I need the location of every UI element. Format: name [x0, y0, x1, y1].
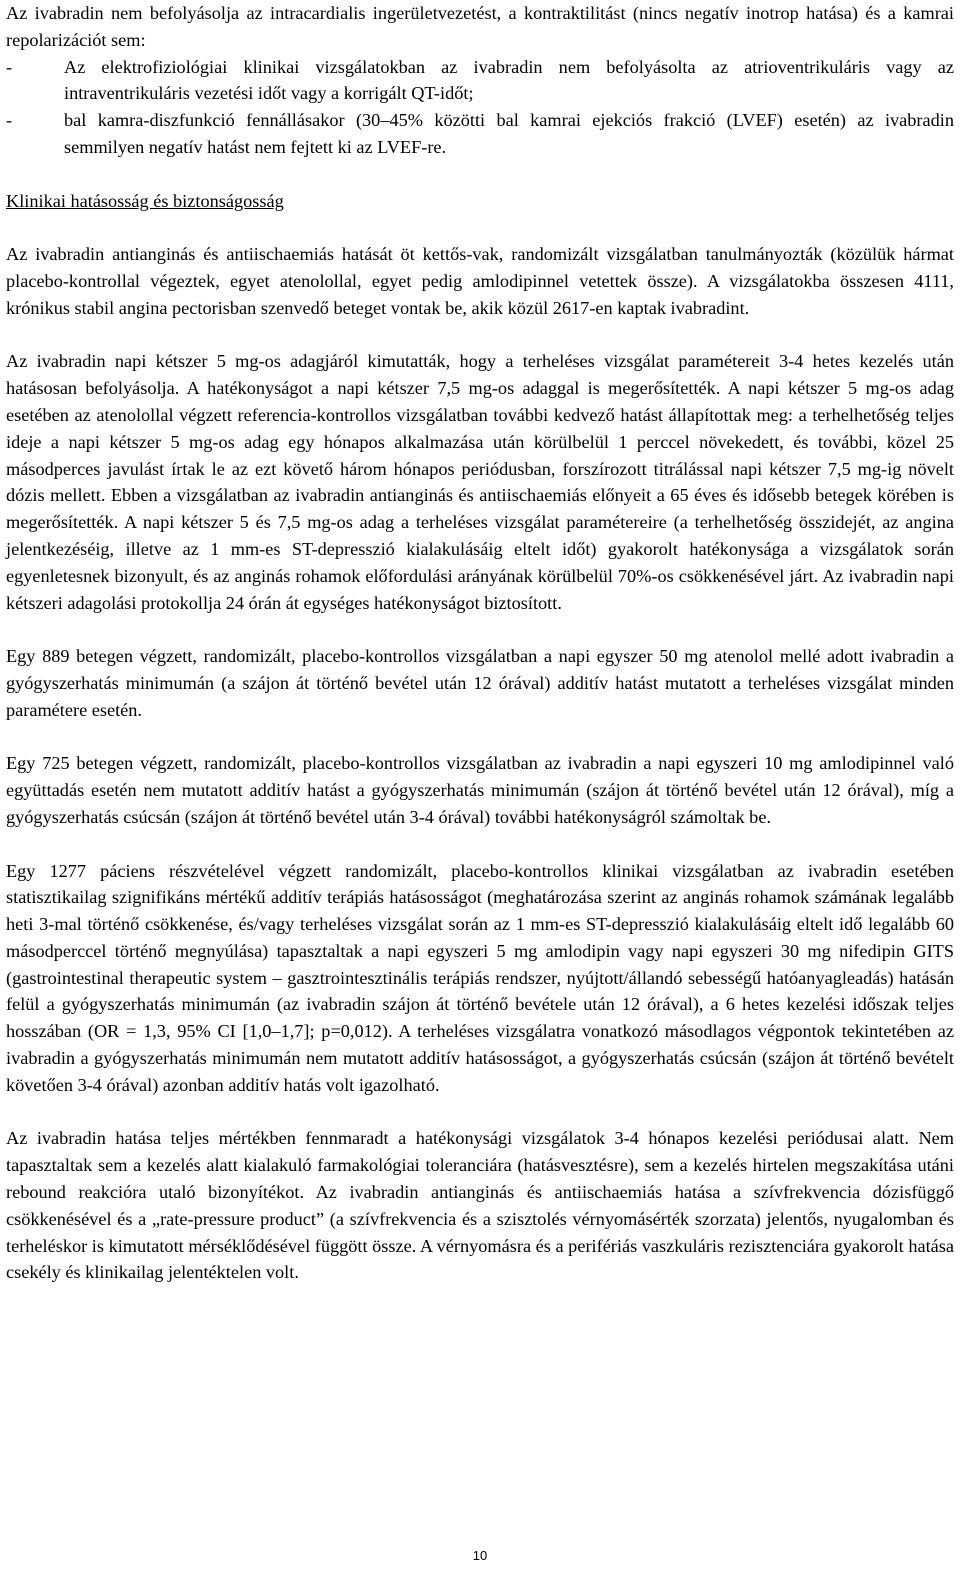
body-paragraph: Egy 1277 páciens részvételével végzett randomizált, placebo-kontrollos klinikai vizsgálatban az ivabradin esetében statisztikailag szignifikáns mértékű additív terápiás hatásosságot (meghatározása szerint az anginás rohamok számának legalább heti 3-mal történő csökkenése, és/vagy terheléses vizsgálat során az 1 mm-es ST-depresszió kialakulásáig eltelt idő legalább 60 másodperccel történő megnyúlása) tapasztaltak a napi egyszeri 5 mg amlodipin vagy napi egyszeri 30 mg nifedipin GITS (gastrointestinal therapeutic system – gasztrointesztinális terápiás rendszer, nyújtott/állandó sebességű hatóanyagleadás) hatásán felül a gyógyszerhatás minimumán (az ivabradin szájon át történő bevétele után 12 órával), a 6 hetes kezelési időszak teljes hosszában (OR = 1,3, 95% CI [1,0–1,7]; p=0,012). A terheléses vizsgálatra vonatkozó másodlagos végpontok tekintetében az ivabradin a gyógyszerhatás minimumán nem mutatott additív hatásosságot, a gyógyszerhatás csúcsán (szájon át történő bevételt követően 3-4 órával) azonban additív hatás volt igazolható.: [6, 860, 954, 1095]
body-paragraph: Az ivabradin antianginás és antiischaemiás hatását öt kettős-vak, randomizált vizsgálatban tanulmányozták (közülük hármat placebo-kontrollal végeztek, egyet atenolollal, egyet pedig amlodipinnel vetettek össze). A vizsgálatokba összesen 4111, krónikus stabil angina pectorisban szenvedő beteget vontak be, akik közül 2617-en kaptak ivabradint.: [6, 244, 954, 318]
document-page: [6, 0, 954, 1286]
body-paragraph: Az ivabradin napi kétszer 5 mg-os adagjáról kimutatták, hogy a terheléses vizsgálat paramétereit 3-4 hetes kezelés után hatásosan befolyásolja. A hatékonyságot a napi kétszer 7,5 mg-os adaggal is megerősítették. A napi kétszer 5 mg-os adag esetében az atenolollal végzett referencia-kontrollos vizsgálatban további kedvező hatást állapítottak meg: a terhelhetőség teljes ideje a napi kétszer 5 mg-os adag egy hónapos alkalmazása után körülbelül 1 perccel növekedett, és további, közel 25 másodperces javulást írtak le az ezt követő három hónapos periódusban, forszírozott titrálással napi kétszer 7,5 mg-ig növelt dózis mellett. Ebben a vizsgálatban az ivabradin antianginás és antiischaemiás előnyeit a 65 éves és idősebb betegek körében is megerősítették. A napi kétszer 5 és 7,5 mg-os adag a terheléses vizsgálat paramétereire (a terhelhetőség összidejét, az angina jelentkezéséig, illetve az 1 mm-es ST-depresszió kialakulásáig eltelt időt) gyakorolt hatékonysága a vizsgálatok során egyenletesnek bizonyult, és az anginás rohamok előfordulási arányának körülbelül 70%-os csökkenésével járt. Az ivabradin napi kétszeri adagolási protokollja 24 órán át egységes hatékonyságot biztosított.: [6, 351, 954, 613]
bullet-text: bal kamra-diszfunkció fennállásakor (30–45% közötti bal kamrai ejekciós frakció (LVEF) esetén) az ivabradin semmilyen negatív hatást nem fejtett ki az LVEF-re.: [64, 110, 954, 157]
bullet-item: [6, 107, 954, 161]
bullet-dash: -: [6, 110, 13, 131]
body-paragraph: Az ivabradin hatása teljes mértékben fennmaradt a hatékonysági vizsgálatok 3-4 hónapos kezelési periódusai alatt. Nem tapasztaltak sem a kezelés alatt kialakuló farmakológiai toleranciára (hatásvesztésre), sem a kezelés hirtelen megszakítása utáni rebound reakcióra utaló bizonyítékot. Az ivabradin antianginás és antiischaemiás hatása a szívfrekvencia dózisfüggő csökkenésével és a „rate-pressure product” (a szívfrekvencia és a szisztolés vérnyomásérték szorzata) jelentős, nyugalomban és terheléskor is kimutatott mérséklődésével függött össze. A vérnyomásra és a perifériás vaszkuláris rezisztenciára gyakorolt hatása csekély és klinikailag jelentéktelen volt.: [6, 1128, 954, 1283]
body-paragraph: Egy 889 betegen végzett, randomizált, placebo-kontrollos vizsgálatban a napi egyszer 50 mg atenolol mellé adott ivabradin a gyógyszerhatás minimumán (a szájon át történő bevétel után 12 órával) additív hatást mutatott a terheléses vizsgálat minden paramétere esetén.: [6, 646, 954, 720]
bullet-text: Az elektrofiziológiai klinikai vizsgálatokban az ivabradin nem befolyásolta az atrioventrikuláris vagy az intraventrikuláris vezetési időt vagy a korrigált QT-időt;: [64, 56, 954, 104]
section-heading: Klinikai hatásosság és biztonságosság: [6, 190, 284, 211]
page-number: 10: [472, 1548, 488, 1563]
bullet-dash: -: [6, 56, 13, 77]
body-paragraph: Egy 725 betegen végzett, randomizált, placebo-kontrollos vizsgálatban az ivabradin a napi egyszeri 10 mg amlodipinnel való együttadás esetén nem mutatott additív hatást a gyógyszerhatás minimumán (szájon át történő bevétel után 12 órával), míg a gyógyszerhatás csúcsán (szájon át történő bevétel után 3-4 órával) további hatékonyságról számoltak be.: [6, 753, 954, 827]
bullet-item: [6, 54, 954, 108]
intro-paragraph: Az ivabradin nem befolyásolja az intracardialis ingerületvezetést, a kontraktilitást (nincs negatív inotrop hatása) és a kamrai repolarizációt sem:: [6, 3, 954, 50]
